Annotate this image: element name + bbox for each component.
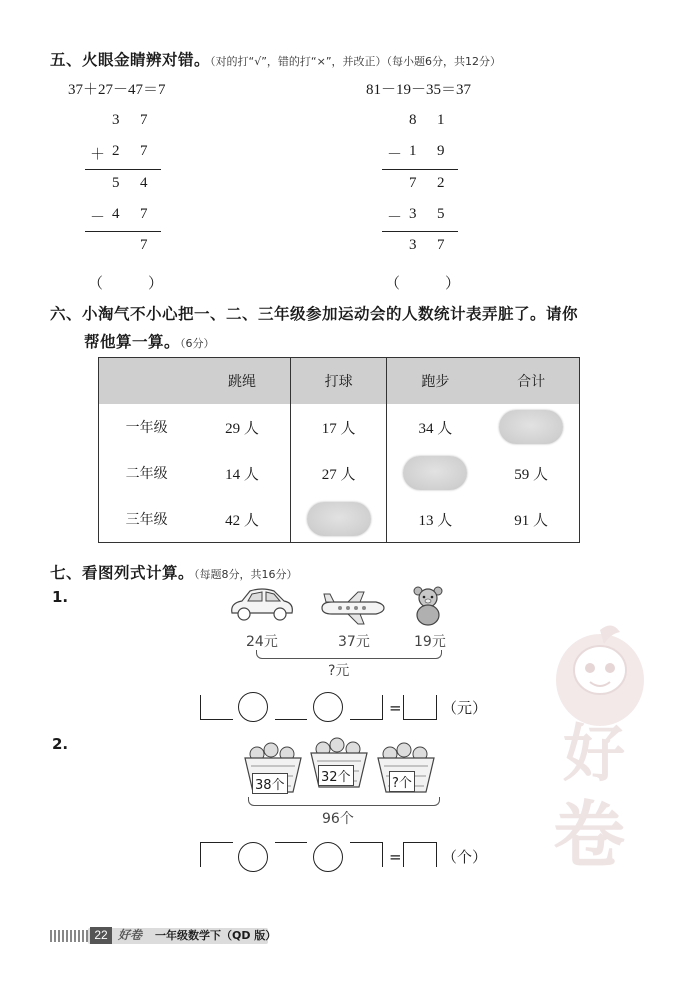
- price-car: 24元: [246, 634, 278, 650]
- calc-row: 3 7: [112, 112, 148, 128]
- calc-row: － 4 7: [90, 206, 148, 226]
- mascot-watermark-icon: [550, 620, 650, 730]
- smudged-cell[interactable]: [290, 496, 387, 543]
- calc-row: 5 4: [112, 175, 148, 191]
- section7-title: 七、看图列式计算。: [50, 564, 195, 582]
- q1-label: 1.: [52, 588, 69, 606]
- table-row: [99, 496, 580, 543]
- section6-heading-line1: 六、小淘气不小心把一、二、三年级参加运动会的人数统计表弄脏了。请你: [50, 305, 579, 323]
- table-cell: 59 人: [483, 450, 579, 496]
- section5-heading: [50, 48, 501, 70]
- total-brace: [248, 797, 440, 806]
- watermark-char: 好: [563, 717, 626, 790]
- cloud-smudge-icon: [403, 456, 467, 490]
- answer-blank[interactable]: [275, 695, 307, 720]
- section5-note: （对的打“√”，错的打“×”，并改正）（每小题6分，共12分）: [210, 55, 502, 68]
- q2-total: 96个: [322, 811, 354, 827]
- answer-blank[interactable]: [403, 695, 437, 720]
- table-cell: 27 人: [290, 450, 387, 496]
- calc-row: 8 1: [409, 112, 445, 128]
- calc-divider: [382, 169, 458, 170]
- basket-count: 32个: [318, 765, 354, 786]
- calc-row: ＋ 2 7: [90, 143, 148, 163]
- table-header-cell: 合计: [483, 358, 579, 405]
- watermark-char: 卷: [553, 792, 626, 877]
- table-header-cell: [99, 358, 195, 405]
- basket-count: 38个: [252, 773, 288, 794]
- price-bear: 19元: [414, 634, 446, 650]
- section5-title: 五、火眼金睛辨对错。: [50, 51, 211, 69]
- page-number: 22: [90, 927, 112, 944]
- calc-row: － 3 5: [387, 206, 445, 226]
- problem1-answer-blank[interactable]: （ ）: [88, 274, 164, 292]
- calc-row: 7: [140, 237, 148, 253]
- section6-heading-line2: [84, 330, 215, 352]
- table-header-cell: 打球: [290, 358, 387, 405]
- q2-unit: （个）: [442, 848, 488, 866]
- book-title: 一年级数学下（QD 版）: [155, 929, 277, 942]
- basket-count: ?个: [389, 771, 415, 792]
- table-cell: 91 人: [483, 496, 579, 543]
- toy-car-icon: [228, 585, 296, 625]
- problem1-equation: 37＋27－47＝7: [68, 82, 166, 98]
- table-header-row: [99, 358, 580, 405]
- answer-blank[interactable]: [200, 842, 233, 867]
- toy-airplane-icon: [318, 590, 388, 626]
- table-row: [99, 404, 580, 450]
- q1-total: ?元: [328, 663, 350, 679]
- table-cell: 13 人: [387, 496, 483, 543]
- table-cell: 42 人: [194, 496, 290, 543]
- calc-row: － 1 9: [387, 143, 445, 163]
- problem2-answer-blank[interactable]: （ ）: [385, 274, 461, 292]
- table-cell-grade: 二年级: [99, 450, 195, 496]
- section7-heading: [50, 561, 298, 583]
- table-cell-grade: 一年级: [99, 404, 195, 450]
- equals-sign: =: [389, 699, 402, 717]
- smudged-cell[interactable]: [483, 404, 579, 450]
- footer-decoration: [50, 930, 88, 942]
- problem2-vertical-calc: [385, 110, 465, 270]
- section7-note: （每题8分，共16分）: [194, 568, 298, 581]
- q2-label: 2.: [52, 735, 69, 753]
- price-airplane: 37元: [338, 634, 370, 650]
- calc-divider: [85, 231, 161, 232]
- equals-sign: =: [389, 848, 402, 866]
- operator-circle[interactable]: [238, 692, 268, 722]
- section6-title-line2: 帮他算一算。: [84, 333, 181, 351]
- cloud-smudge-icon: [499, 410, 563, 444]
- answer-blank[interactable]: [275, 842, 307, 867]
- calc-row: 3 7: [409, 237, 445, 253]
- table-cell: 14 人: [194, 450, 290, 496]
- q1-unit: （元）: [442, 699, 488, 717]
- table-cell-grade: 三年级: [99, 496, 195, 543]
- total-brace: [256, 650, 442, 659]
- problem1-vertical-calc: [88, 110, 168, 270]
- table-header-cell: 跳绳: [194, 358, 290, 405]
- smudged-cell[interactable]: [387, 450, 483, 496]
- calc-divider: [85, 169, 161, 170]
- table-row: [99, 450, 580, 496]
- table-cell: 34 人: [387, 404, 483, 450]
- answer-blank[interactable]: [350, 695, 383, 720]
- operator-circle[interactable]: [238, 842, 268, 872]
- teddy-bear-icon: [410, 585, 446, 627]
- calc-row: 7 2: [409, 175, 445, 191]
- calc-divider: [382, 231, 458, 232]
- sports-stats-table: [98, 357, 580, 543]
- table-cell: 17 人: [290, 404, 387, 450]
- section6-note: （6分）: [180, 337, 215, 350]
- problem2-equation: 81－19－35＝37: [366, 82, 472, 98]
- operator-circle[interactable]: [313, 692, 343, 722]
- answer-blank[interactable]: [200, 695, 233, 720]
- answer-blank[interactable]: [403, 842, 437, 867]
- table-header-cell: 跑步: [387, 358, 483, 405]
- cloud-smudge-icon: [307, 502, 371, 536]
- table-cell: 29 人: [194, 404, 290, 450]
- answer-blank[interactable]: [350, 842, 383, 867]
- footer-logo: 好卷: [118, 928, 143, 942]
- operator-circle[interactable]: [313, 842, 343, 872]
